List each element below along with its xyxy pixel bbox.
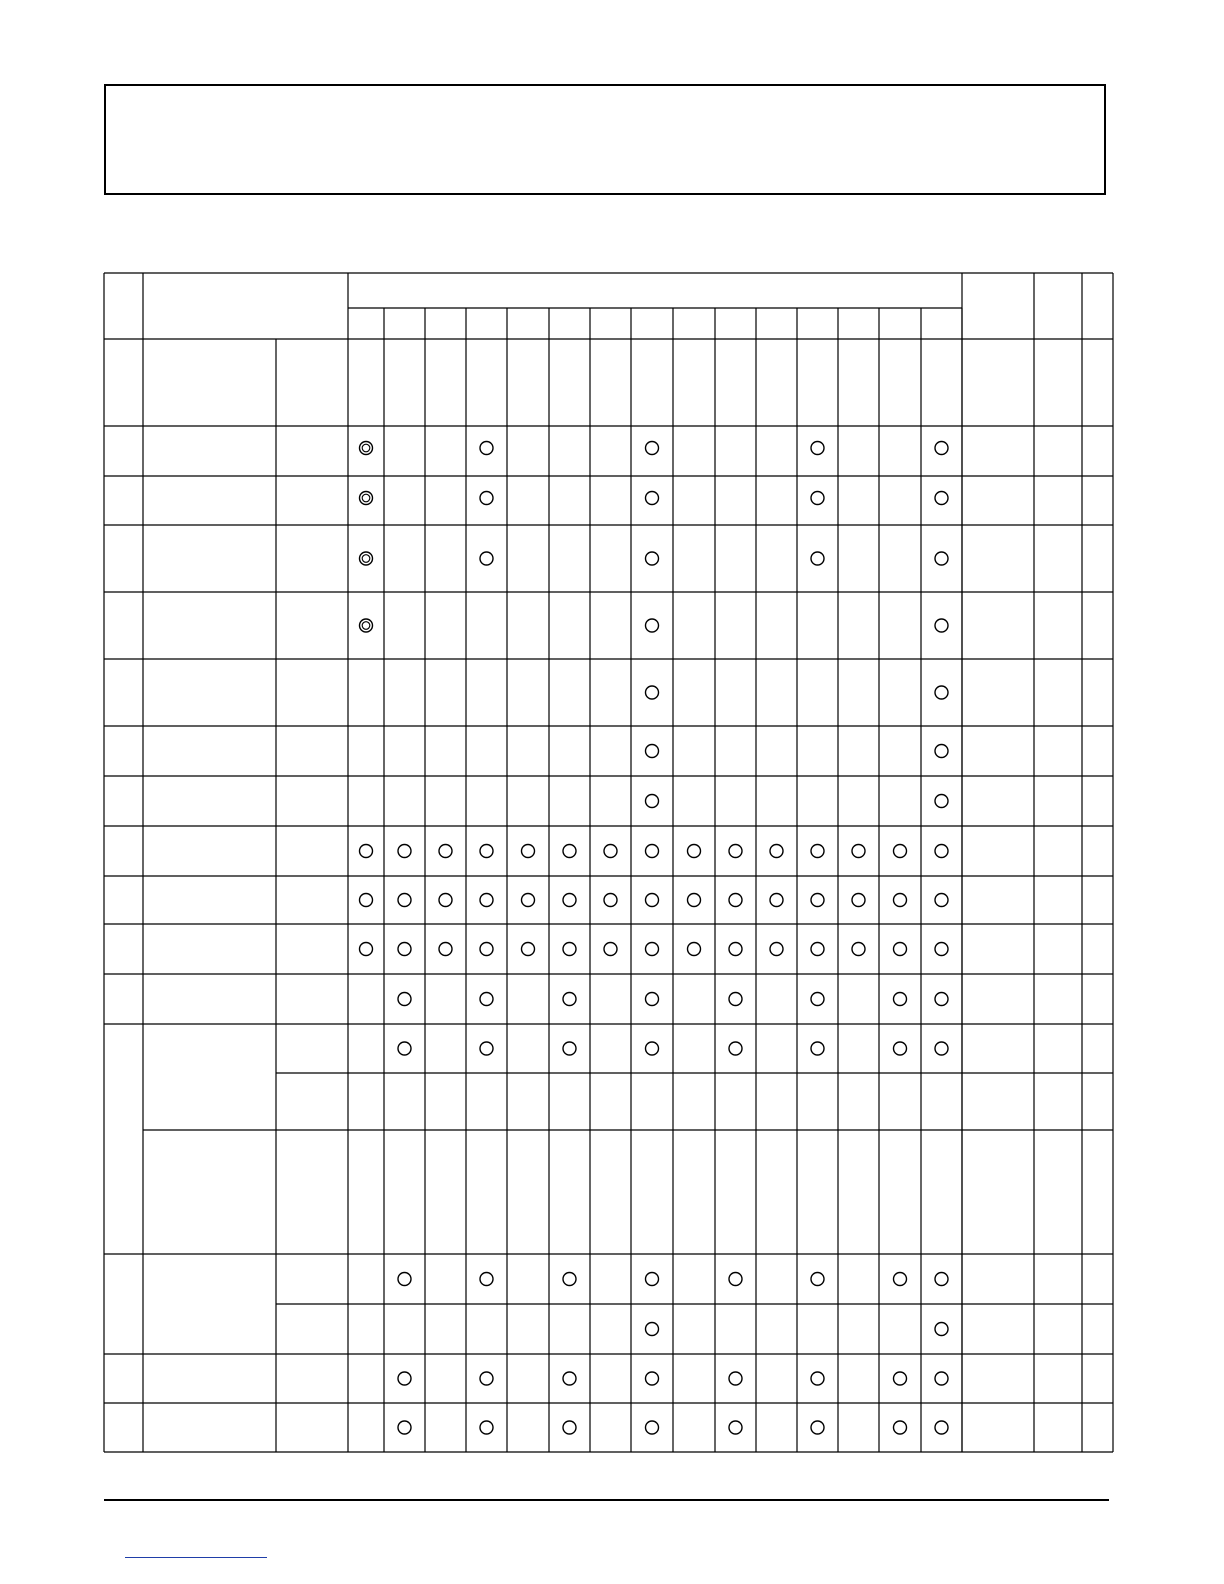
- circle-icon: [439, 943, 452, 956]
- circle-icon: [935, 552, 948, 565]
- circle-icon: [646, 492, 659, 505]
- circle-icon: [480, 1042, 493, 1055]
- circle-icon: [563, 845, 576, 858]
- circle-icon: [811, 1421, 824, 1434]
- circle-icon: [770, 845, 783, 858]
- footer-rule: [104, 1499, 1109, 1501]
- circle-icon: [480, 943, 493, 956]
- circle-icon: [729, 1421, 742, 1434]
- circle-icon: [935, 492, 948, 505]
- circle-icon: [935, 442, 948, 455]
- circle-icon: [563, 1273, 576, 1286]
- circle-icon: [729, 845, 742, 858]
- circle-icon: [852, 943, 865, 956]
- circle-icon: [894, 943, 907, 956]
- circle-icon: [935, 1042, 948, 1055]
- circle-icon: [935, 894, 948, 907]
- circle-icon: [563, 1042, 576, 1055]
- circle-icon: [729, 894, 742, 907]
- circle-icon: [729, 993, 742, 1006]
- circle-icon: [729, 1273, 742, 1286]
- circle-icon: [360, 943, 373, 956]
- circle-icon: [729, 1042, 742, 1055]
- circle-icon: [811, 993, 824, 1006]
- circle-icon: [646, 1273, 659, 1286]
- circle-icon: [360, 894, 373, 907]
- double-circle-inner-icon: [362, 622, 370, 630]
- circle-icon: [480, 993, 493, 1006]
- circle-icon: [480, 894, 493, 907]
- circle-icon: [480, 1372, 493, 1385]
- circle-icon: [935, 686, 948, 699]
- circle-icon: [563, 894, 576, 907]
- circle-icon: [688, 894, 701, 907]
- circle-icon: [770, 943, 783, 956]
- circle-icon: [398, 845, 411, 858]
- circle-icon: [811, 1372, 824, 1385]
- circle-icon: [398, 943, 411, 956]
- double-circle-icon: [360, 619, 373, 632]
- circle-icon: [480, 552, 493, 565]
- circle-icon: [935, 745, 948, 758]
- circle-icon: [894, 993, 907, 1006]
- circle-icon: [935, 619, 948, 632]
- circle-icon: [811, 442, 824, 455]
- circle-icon: [935, 1372, 948, 1385]
- double-circle-icon: [360, 492, 373, 505]
- circle-icon: [646, 442, 659, 455]
- double-circle-icon: [360, 552, 373, 565]
- footer-link[interactable]: [125, 1557, 267, 1558]
- circle-icon: [480, 1273, 493, 1286]
- circle-icon: [894, 1042, 907, 1055]
- circle-icon: [894, 1273, 907, 1286]
- circle-icon: [480, 1421, 493, 1434]
- circle-icon: [646, 1323, 659, 1336]
- circle-icon: [522, 943, 535, 956]
- double-circle-inner-icon: [362, 494, 370, 502]
- circle-icon: [480, 492, 493, 505]
- double-circle-icon: [360, 442, 373, 455]
- circle-icon: [398, 1273, 411, 1286]
- circle-icon: [935, 1273, 948, 1286]
- circle-icon: [522, 845, 535, 858]
- circle-icon: [646, 993, 659, 1006]
- circle-icon: [852, 845, 865, 858]
- circle-icon: [563, 993, 576, 1006]
- circle-icon: [360, 845, 373, 858]
- circle-icon: [522, 894, 535, 907]
- circle-icon: [688, 845, 701, 858]
- circle-icon: [646, 1372, 659, 1385]
- circle-icon: [398, 1042, 411, 1055]
- circle-icon: [439, 845, 452, 858]
- circle-icon: [935, 1421, 948, 1434]
- circle-icon: [688, 943, 701, 956]
- circle-icon: [646, 943, 659, 956]
- circle-icon: [894, 1421, 907, 1434]
- circle-icon: [398, 993, 411, 1006]
- circle-icon: [646, 552, 659, 565]
- circle-icon: [852, 894, 865, 907]
- circle-icon: [729, 1372, 742, 1385]
- circle-icon: [398, 1421, 411, 1434]
- circle-icon: [811, 552, 824, 565]
- circle-icon: [646, 686, 659, 699]
- circle-icon: [935, 1323, 948, 1336]
- circle-icon: [811, 943, 824, 956]
- circle-icon: [646, 845, 659, 858]
- double-circle-inner-icon: [362, 555, 370, 563]
- circle-icon: [646, 795, 659, 808]
- circle-icon: [894, 894, 907, 907]
- circle-icon: [811, 845, 824, 858]
- circle-icon: [811, 1273, 824, 1286]
- circle-icon: [563, 1372, 576, 1385]
- circle-icon: [646, 1042, 659, 1055]
- circle-icon: [935, 943, 948, 956]
- circle-icon: [563, 1421, 576, 1434]
- circle-icon: [398, 1372, 411, 1385]
- circle-icon: [646, 619, 659, 632]
- circle-icon: [646, 745, 659, 758]
- circle-icon: [935, 993, 948, 1006]
- circle-icon: [811, 1042, 824, 1055]
- circle-icon: [729, 943, 742, 956]
- circle-icon: [646, 1421, 659, 1434]
- circle-icon: [935, 795, 948, 808]
- circle-icon: [604, 845, 617, 858]
- circle-icon: [770, 894, 783, 907]
- circle-icon: [894, 1372, 907, 1385]
- circle-icon: [604, 943, 617, 956]
- circle-icon: [811, 492, 824, 505]
- double-circle-inner-icon: [362, 444, 370, 452]
- circle-icon: [480, 845, 493, 858]
- circle-icon: [811, 894, 824, 907]
- circle-icon: [935, 845, 948, 858]
- circle-icon: [646, 894, 659, 907]
- circle-icon: [439, 894, 452, 907]
- circle-icon: [480, 442, 493, 455]
- circle-icon: [398, 894, 411, 907]
- circle-icon: [563, 943, 576, 956]
- circle-icon: [604, 894, 617, 907]
- circle-icon: [894, 845, 907, 858]
